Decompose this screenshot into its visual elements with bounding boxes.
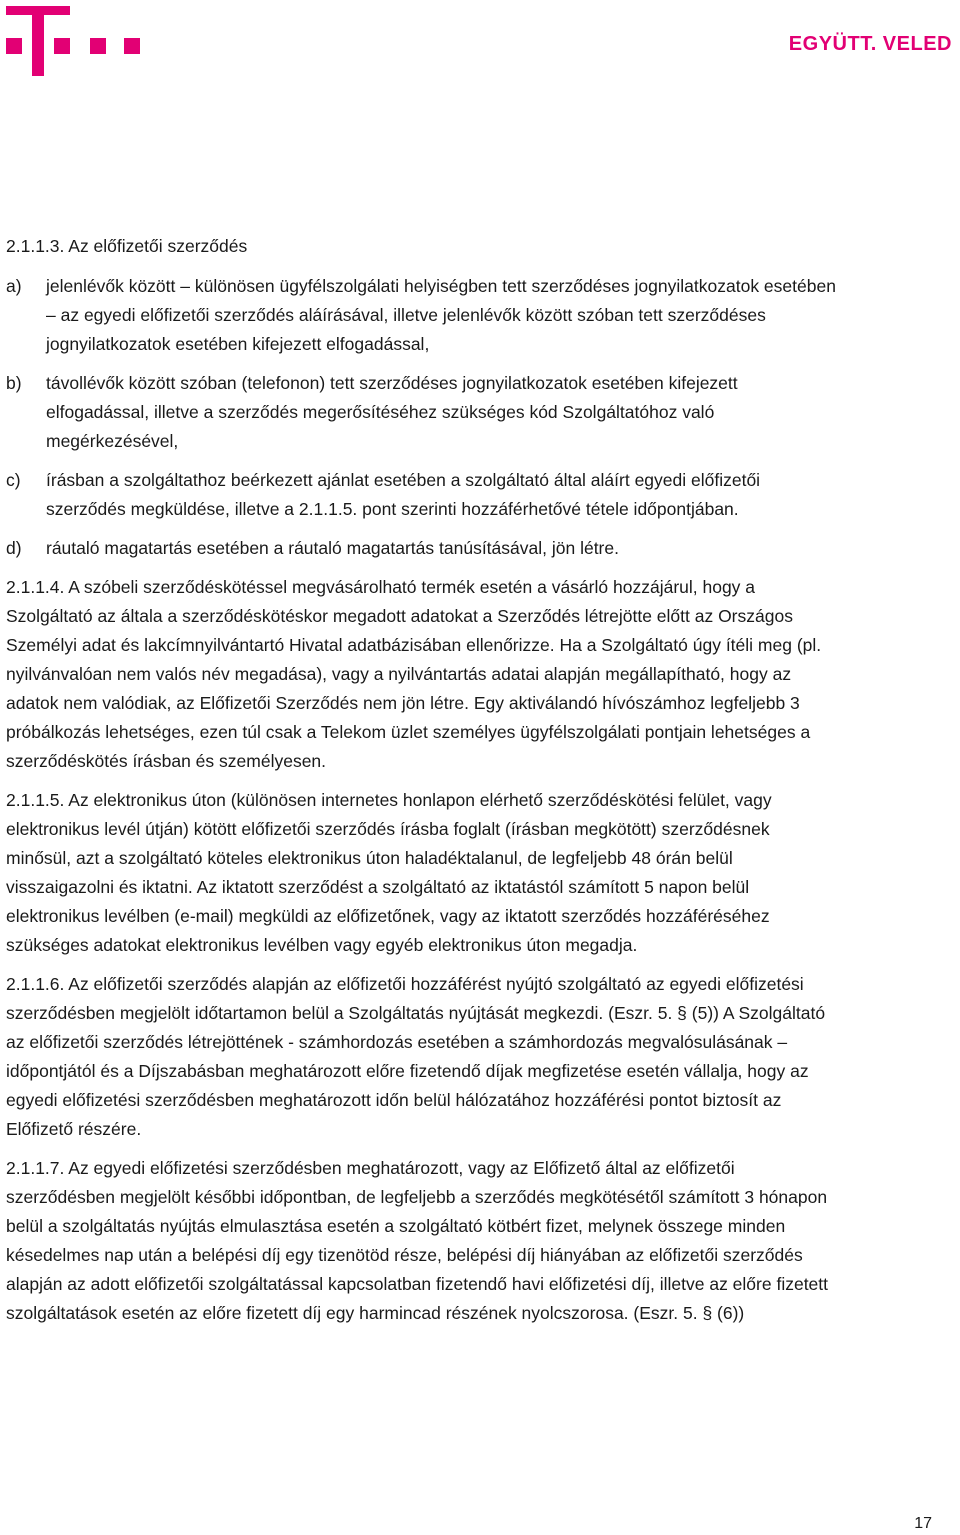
list-marker: b) (6, 373, 22, 393)
telekom-logo (6, 6, 146, 76)
paragraph-2-1-1-4: 2.1.1.4. A szóbeli szerződéskötéssel megvásárolható termék esetén a vásárló hozzájárul, hogy a Szolgáltató az általa a szerződéskötéskor megadott adatokat a Szerződés létrejötte előtt az Országos Személyi adat és lakcímnyilvántartó Hivatal adatbázisában ellenőrizze. Ha a Szolgáltató úgy ítéli meg (pl. nyilvánvalóan nem valós név megadása), vagy a nyilvántartás adatai alapján megállapítható, hogy az adatok nem valódiak, az Előfizetői Szerződés nem jön létre. Egy aktiválandó hívószámhoz legfeljebb 3 próbálkozás lehetséges, ezen túl csak a Telekom üzlet személyes ügyfélszolgálati pontjain lehetséges a szerződéskötés írásban és személyesen. (6, 577, 822, 771)
list-item-b (6, 369, 836, 456)
section-heading: 2.1.1.3. Az előfizetői szerződés (6, 236, 248, 256)
list-marker: a) (6, 276, 22, 296)
list-item-d (6, 534, 836, 563)
list-marker: c) (6, 470, 21, 490)
brand-slogan: EGYÜTT. VELED (788, 33, 952, 55)
list-item-c (6, 466, 836, 524)
document-body (6, 232, 836, 1338)
list-item-text: jelenlévők között – különösen ügyfélszolgálati helyiségben tett szerződéses jognyilatkozatok esetében – az egyedi előfizetői szerződés aláírásával, illetve jelenlévők között szóban tett szerződéses jognyilatkozatok esetében kifejezett elfogadással, (46, 276, 836, 354)
paragraph-2-1-1-6: 2.1.1.6. Az előfizetői szerződés alapján az előfizetői hozzáférést nyújtó szolgáltató az egyedi előfizetési szerződésben megjelölt időtartamon belül a Szolgáltatás nyújtását megkezdi. (Eszr. 5. § (5)) A Szolgáltató az előfizetői szerződés létrejöttének - számhordozás esetében a számhordozás megvalósulásának – időpontjától és a Díjszabásban meghatározott előre fizetendő díjak megfizetése esetén vállalja, hogy az egyedi előfizetési szerződésben meghatározott időn belül hálózatához hozzáférési pontot biztosít az Előfizető részére. (6, 974, 826, 1139)
list-item-text: írásban a szolgáltathoz beérkezett ajánlat esetében a szolgáltató által aláírt egyedi előfizetői szerződés megküldése, illetve a 2.1.1.5. pont szerinti hozzáférhetővé tétele időpontjában. (46, 470, 761, 519)
list-item-a (6, 272, 836, 359)
page-number: 17 (914, 1515, 932, 1532)
list-item-text: ráutaló magatartás esetében a ráutaló magatartás tanúsításával, jön létre. (46, 538, 619, 558)
paragraph-2-1-1-7: 2.1.1.7. Az egyedi előfizetési szerződésben meghatározott, vagy az Előfizető által az előfizetői szerződésben megjelölt későbbi időpontban, de legfeljebb a szerződés megkötésétől számított 3 hónapon belül a szolgáltatás nyújtás elmulasztása esetén a szolgáltató kötbért fizet, melynek összege minden késedelmes nap után a belépési díj egy tizenötöd része, belépési díj hiányában az előfizetői szerződés alapján az adott előfizetői szolgáltatással kapcsolatban fizetendő havi előfizetési díj, illetve az előre fizetett szolgáltatások esetén az előre fizetett díj egy harmincad részének nyolcszorosa. (Eszr. 5. § (6)) (6, 1158, 829, 1323)
list-item-text: távollévők között szóban (telefonon) tett szerződéses jognyilatkozatok esetében kifejezett elfogadással, illetve a szerződés megerősítéséhez szükséges kód Szolgáltatóhoz való megérkezésével, (46, 373, 738, 451)
telekom-t-logo-icon (6, 6, 146, 76)
list-marker: d) (6, 538, 22, 558)
paragraph-2-1-1-5: 2.1.1.5. Az elektronikus úton (különösen internetes honlapon elérhető szerződéskötési felület, vagy elektronikus levél útján) kötött előfizetői szerződés írásba foglalt (írásban megkötött) szerződésnek minősül, azt a szolgáltató köteles elektronikus úton haladéktalanul, de legfeljebb 48 órán belül visszaigazolni és iktatni. Az iktatott szerződést a szolgáltató az iktatástól számított 5 napon belül elektronikus levélben (e-mail) megküldi az előfizetőnek, vagy az iktatott szerződés hozzáféréséhez szükséges adatokat elektronikus levélben vagy egyéb elektronikus úton megadja. (6, 790, 772, 955)
